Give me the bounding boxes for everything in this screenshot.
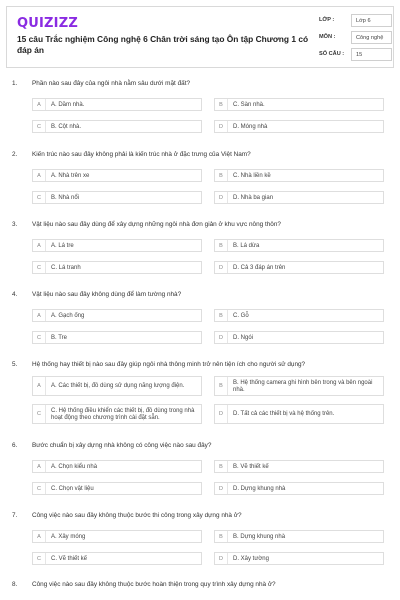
meta-grade-label: LỚP : (319, 17, 335, 23)
option-d[interactable] (214, 191, 384, 204)
option-c[interactable] (32, 552, 202, 565)
option-text: B. Vẽ thiết kế (233, 464, 269, 470)
option-text: D. Ngói (233, 335, 254, 341)
option-letter: A (33, 461, 46, 472)
option-text: B. Hệ thống camera ghi hình bên trong và bên ngoài nhà. (233, 379, 373, 393)
question-number: 8. (12, 581, 18, 588)
option-letter: B (215, 310, 228, 321)
option-letter: D (215, 405, 228, 423)
option-b[interactable] (214, 460, 384, 473)
option-text: C. Hệ thống điều khiển các thiết bị, đồ dùng trong nhà hoạt động theo chương trình cài đặt sẵn. (51, 407, 195, 421)
option-a[interactable] (32, 169, 202, 182)
option-letter: D (215, 483, 228, 494)
meta-question-count-value: 15 (351, 48, 392, 61)
question-text: Công việc nào sau đây không thuộc bước thi công trong xây dựng nhà ở? (32, 512, 242, 519)
option-letter: D (215, 192, 228, 203)
question-number: 5. (12, 361, 18, 368)
option-a[interactable] (32, 309, 202, 322)
question-number: 3. (12, 221, 18, 228)
option-text: D. Tất cả các thiết bị và hệ thống trên. (233, 411, 335, 417)
option-text: A. Chọn kiểu nhà (51, 464, 98, 470)
question-text: Phần nào sau đây của ngôi nhà nằm sâu dưới mặt đất? (32, 80, 191, 87)
option-a[interactable] (32, 460, 202, 473)
option-text: A. Các thiết bị, đồ dùng sử dụng năng lượng điện. (51, 383, 185, 389)
option-letter: B (215, 377, 228, 395)
option-letter: B (215, 461, 228, 472)
quizizz-logo: QUIZIZZ (17, 16, 78, 31)
option-c[interactable] (32, 482, 202, 495)
meta-subject-value: Công nghệ (351, 31, 392, 44)
option-letter: D (215, 262, 228, 273)
option-text: B. Cột nhà. (51, 124, 82, 130)
question-text: Vật liệu nào sau đây dùng để xây dựng những ngôi nhà đơn giản ở khu vực nông thôn? (32, 221, 281, 228)
question-text: Công việc nào sau đây không thuộc bước hoàn thiện trong quy trình xây dựng nhà ở? (32, 581, 276, 588)
option-a[interactable] (32, 239, 202, 252)
option-b[interactable] (214, 376, 384, 396)
option-letter: A (33, 377, 46, 395)
option-text: C. Vẽ thiết kế (51, 556, 88, 562)
document-title: 15 câu Trắc nghiệm Công nghệ 6 Chân trời sáng tạo Ôn tập Chương 1 có đáp án (17, 34, 309, 55)
option-text: A. Xây móng (51, 534, 86, 540)
option-letter: A (33, 99, 46, 110)
meta-question-count (315, 48, 395, 61)
option-c[interactable] (32, 404, 202, 424)
question-text: Bước chuẩn bị xây dựng nhà không có công việc nào sau đây? (32, 442, 212, 449)
question-number: 6. (12, 442, 18, 449)
option-text: A. Lá tre (51, 243, 74, 249)
option-letter: B (215, 99, 228, 110)
option-text: C. Sàn nhà. (233, 102, 265, 108)
option-d[interactable] (214, 261, 384, 274)
option-b[interactable] (214, 98, 384, 111)
question-number: 7. (12, 512, 18, 519)
option-letter: A (33, 240, 46, 251)
option-letter: C (33, 121, 46, 132)
option-d[interactable] (214, 404, 384, 424)
option-letter: A (33, 531, 46, 542)
option-text: B. Nhà nổi (51, 195, 80, 201)
option-letter: A (33, 170, 46, 181)
option-a[interactable] (32, 98, 202, 111)
option-letter: C (33, 332, 46, 343)
option-d[interactable] (214, 331, 384, 344)
option-letter: B (215, 240, 228, 251)
option-c[interactable] (32, 261, 202, 274)
option-text: A. Nhà trên xe (51, 173, 90, 179)
option-d[interactable] (214, 482, 384, 495)
option-b[interactable] (214, 169, 384, 182)
option-letter: D (215, 332, 228, 343)
option-letter: D (215, 553, 228, 564)
option-text: B. Lá dừa (233, 243, 260, 249)
question-text: Kiến trúc nào sau đây không phải là kiến trúc nhà ở đặc trưng của Việt Nam? (32, 151, 251, 158)
option-text: C. Chọn vật liệu (51, 486, 94, 492)
option-letter: D (215, 121, 228, 132)
option-c[interactable] (32, 120, 202, 133)
option-text: C. Nhà liền kề (233, 173, 271, 179)
option-text: B. Tre (51, 335, 68, 341)
meta-subject-label: MÔN : (319, 34, 336, 40)
option-text: C. Gỗ (233, 313, 249, 319)
option-letter: B (215, 531, 228, 542)
option-c[interactable] (32, 191, 202, 204)
document-header (6, 6, 394, 68)
option-a[interactable] (32, 376, 202, 396)
meta-grade-value: Lớp 6 (351, 14, 392, 27)
meta-subject (315, 31, 395, 44)
option-text: D. Móng nhà (233, 124, 268, 130)
option-b[interactable] (214, 239, 384, 252)
option-letter: C (33, 405, 46, 423)
option-b[interactable] (214, 530, 384, 543)
option-text: A. Dầm nhà. (51, 102, 85, 108)
question-number: 4. (12, 291, 18, 298)
option-c[interactable] (32, 331, 202, 344)
option-letter: C (33, 262, 46, 273)
question-number: 2. (12, 151, 18, 158)
option-letter: C (33, 192, 46, 203)
question-number: 1. (12, 80, 18, 87)
option-letter: B (215, 170, 228, 181)
question-text: Hệ thống hay thiết bị nào sau đây giúp ngôi nhà thông minh trở nên tiện ích cho người sử dụng? (32, 361, 306, 368)
option-text: C. Lá tranh (51, 265, 81, 271)
option-text: A. Gạch ống (51, 313, 85, 319)
option-letter: A (33, 310, 46, 321)
option-d[interactable] (214, 120, 384, 133)
option-letter: C (33, 553, 46, 564)
option-text: D. Dựng khung nhà (233, 486, 286, 492)
option-b[interactable] (214, 309, 384, 322)
option-letter: C (33, 483, 46, 494)
meta-grade (315, 14, 395, 27)
question-text: Vật liệu nào sau đây không dùng để làm tường nhà? (32, 291, 182, 298)
option-text: D. Xây tường (233, 556, 269, 562)
option-text: B. Dựng khung nhà (233, 534, 286, 540)
meta-question-count-label: SỐ CÂU : (319, 51, 345, 57)
option-text: D. Cả 3 đáp án trên (233, 265, 286, 271)
option-text: D. Nhà ba gian (233, 195, 274, 201)
option-a[interactable] (32, 530, 202, 543)
option-d[interactable] (214, 552, 384, 565)
